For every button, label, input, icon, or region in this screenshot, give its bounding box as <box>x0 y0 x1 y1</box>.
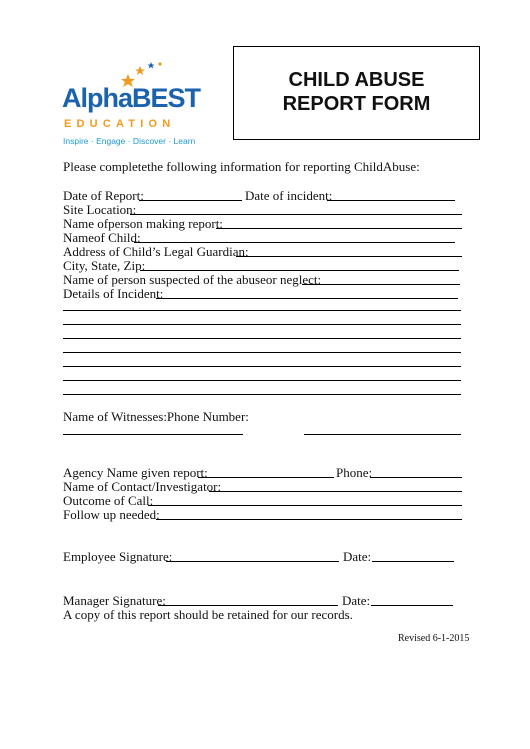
contact-line[interactable] <box>209 491 462 492</box>
form-title-line2: REPORT FORM <box>282 93 431 115</box>
date-of-incident-line[interactable] <box>327 200 455 201</box>
follow-up-label: Follow up needed: <box>63 507 160 522</box>
logo-tagline: Inspire · Engage · Discover · Learn <box>63 136 196 146</box>
employee-date-line[interactable] <box>372 561 454 562</box>
revised-date: Revised 6-1-2015 <box>398 633 470 644</box>
logo-name-alpha: Alpha <box>62 83 133 113</box>
child-name-line[interactable] <box>134 242 455 243</box>
witness-phone-line[interactable] <box>304 434 461 435</box>
agency-line[interactable] <box>198 477 334 478</box>
intro-text: Please completethe following information for reporting ChildAbuse: <box>63 159 420 174</box>
reporter-name-line[interactable] <box>216 228 462 229</box>
guardian-address-line[interactable] <box>236 256 462 257</box>
logo-name-best: BEST <box>132 83 201 113</box>
logo-education: EDUCATION <box>64 118 176 130</box>
retain-note: A copy of this report should be retained for our records. <box>63 607 353 622</box>
witnesses-label: Name of Witnesses:Phone Number: <box>63 409 249 424</box>
manager-date-line[interactable] <box>371 605 453 606</box>
manager-signature-label: Manager Signature: <box>63 593 166 608</box>
guardian-address-label: Address of Child’s Legal Guardian: <box>63 244 249 259</box>
date-of-report-line[interactable] <box>139 200 242 201</box>
contact-label: Name of Contact/Investigator: <box>63 479 222 494</box>
details-blank-line[interactable] <box>63 380 461 381</box>
form-title-box <box>233 46 480 140</box>
phone-line[interactable] <box>370 477 462 478</box>
outcome-line[interactable] <box>148 505 462 506</box>
details-blank-line[interactable] <box>63 394 461 395</box>
details-blank-line[interactable] <box>63 352 461 353</box>
employee-signature-label: Employee Signature: <box>63 549 173 564</box>
manager-date-label: Date: <box>342 593 371 608</box>
employee-date-label: Date: <box>343 549 372 564</box>
date-of-report-label: Date of Report: <box>63 188 144 203</box>
reporter-name-label: Name ofperson making report: <box>63 216 223 231</box>
date-of-incident-label: Date of incident: <box>245 188 333 203</box>
city-state-zip-line[interactable] <box>140 270 459 271</box>
witness-name-line[interactable] <box>63 434 243 435</box>
details-label: Details of Incident: <box>63 286 164 301</box>
agency-label: Agency Name given report: <box>63 465 208 480</box>
outcome-label: Outcome of Call: <box>63 493 154 508</box>
details-blank-line[interactable] <box>63 338 461 339</box>
details-blank-line[interactable] <box>63 310 461 311</box>
form-title-line1: CHILD ABUSE <box>288 69 425 91</box>
site-location-line[interactable] <box>130 214 462 215</box>
manager-signature-line[interactable] <box>158 605 338 606</box>
suspected-name-line[interactable] <box>302 284 460 285</box>
employee-signature-line[interactable] <box>166 561 339 562</box>
suspected-name-label: Name of person suspected of the abuseor neglect: <box>63 272 322 287</box>
phone-label: Phone: <box>336 465 373 480</box>
site-location-label: Site Location: <box>63 202 137 217</box>
details-blank-line[interactable] <box>63 324 461 325</box>
details-blank-line[interactable] <box>63 366 461 367</box>
city-state-zip-label: City, State, Zip: <box>63 258 146 273</box>
follow-up-line[interactable] <box>156 519 462 520</box>
child-name-label: Nameof Child: <box>63 230 141 245</box>
details-line[interactable] <box>156 298 458 299</box>
alphabest-logo <box>58 60 218 150</box>
